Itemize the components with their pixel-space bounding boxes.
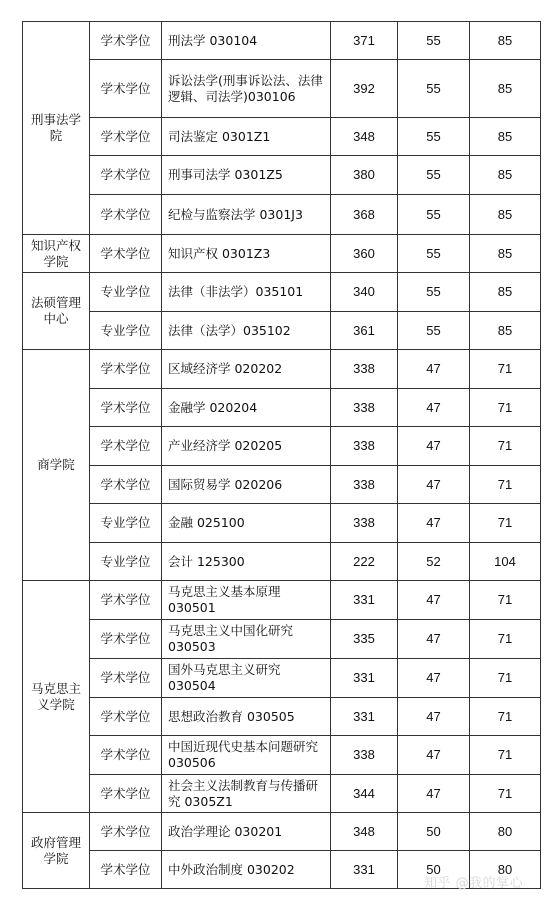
single-subject-score-150: 80: [470, 813, 541, 851]
table-row: [23, 543, 541, 581]
admission-score-table: [22, 21, 541, 889]
table-row: [23, 156, 541, 195]
major-name: 刑事司法学 0301Z5: [162, 156, 331, 195]
major-name: 马克思主义基本原理 030501: [162, 581, 331, 620]
degree-type: 专业学位: [90, 273, 162, 312]
major-name: 社会主义法制教育与传播研究 0305Z1: [162, 775, 331, 813]
table-row: [23, 659, 541, 698]
total-score: 344: [331, 775, 398, 813]
college-name: 刑事法学院: [23, 22, 90, 235]
single-subject-score-100: 47: [398, 620, 470, 659]
major-name: 金融学 020204: [162, 389, 331, 427]
single-subject-score-150: 85: [470, 60, 541, 118]
table-row: [23, 389, 541, 427]
watermark: 知乎 @我的掌心: [424, 876, 524, 891]
total-score: 338: [331, 504, 398, 543]
single-subject-score-150: 71: [470, 698, 541, 736]
single-subject-score-150: 71: [470, 466, 541, 504]
major-name: 知识产权 0301Z3: [162, 235, 331, 273]
total-score: 338: [331, 389, 398, 427]
degree-type: 学术学位: [90, 389, 162, 427]
major-name: 司法鉴定 0301Z1: [162, 118, 331, 156]
table-row: [23, 235, 541, 273]
table-row: [23, 813, 541, 851]
single-subject-score-150: 85: [470, 195, 541, 235]
major-name: 国际贸易学 020206: [162, 466, 331, 504]
major-name: 刑法学 030104: [162, 22, 331, 60]
total-score: 380: [331, 156, 398, 195]
table-row: [23, 22, 541, 60]
total-score: 338: [331, 736, 398, 775]
major-name: 马克思主义中国化研究 030503: [162, 620, 331, 659]
college-name: 马克思主义学院: [23, 581, 90, 813]
table-row: [23, 581, 541, 620]
single-subject-score-100: 47: [398, 775, 470, 813]
major-name: 中国近现代史基本问题研究 030506: [162, 736, 331, 775]
major-name: 区域经济学 020202: [162, 350, 331, 389]
single-subject-score-100: 47: [398, 389, 470, 427]
table-row: [23, 60, 541, 118]
single-subject-score-150: 104: [470, 543, 541, 581]
table-row: [23, 118, 541, 156]
degree-type: 学术学位: [90, 813, 162, 851]
total-score: 360: [331, 235, 398, 273]
single-subject-score-100: 55: [398, 235, 470, 273]
degree-type: 专业学位: [90, 504, 162, 543]
degree-type: 学术学位: [90, 620, 162, 659]
degree-type: 学术学位: [90, 736, 162, 775]
single-subject-score-100: 47: [398, 504, 470, 543]
degree-type: 学术学位: [90, 235, 162, 273]
table-row: [23, 427, 541, 466]
total-score: 335: [331, 620, 398, 659]
single-subject-score-150: 71: [470, 659, 541, 698]
degree-type: 学术学位: [90, 118, 162, 156]
single-subject-score-150: 85: [470, 22, 541, 60]
degree-type: 学术学位: [90, 698, 162, 736]
total-score: 348: [331, 813, 398, 851]
single-subject-score-100: 55: [398, 195, 470, 235]
degree-type: 学术学位: [90, 851, 162, 889]
single-subject-score-100: 47: [398, 350, 470, 389]
degree-type: 学术学位: [90, 581, 162, 620]
major-name: 金融 025100: [162, 504, 331, 543]
single-subject-score-100: 50: [398, 813, 470, 851]
degree-type: 学术学位: [90, 466, 162, 504]
total-score: 340: [331, 273, 398, 312]
major-name: 诉讼法学(刑事诉讼法、法律逻辑、司法学)030106: [162, 60, 331, 118]
total-score: 338: [331, 466, 398, 504]
single-subject-score-150: 80: [470, 851, 541, 889]
degree-type: 学术学位: [90, 195, 162, 235]
total-score: 222: [331, 543, 398, 581]
table-row: [23, 195, 541, 235]
major-name: 国外马克思主义研究 030504: [162, 659, 331, 698]
major-name: 会计 125300: [162, 543, 331, 581]
table-row: [23, 273, 541, 312]
degree-type: 学术学位: [90, 22, 162, 60]
single-subject-score-100: 47: [398, 581, 470, 620]
single-subject-score-100: 55: [398, 156, 470, 195]
table-row: [23, 775, 541, 813]
total-score: 338: [331, 350, 398, 389]
single-subject-score-100: 52: [398, 543, 470, 581]
single-subject-score-100: 50: [398, 851, 470, 889]
table-row: [23, 698, 541, 736]
total-score: 331: [331, 659, 398, 698]
table-row: [23, 736, 541, 775]
college-name: 政府管理学院: [23, 813, 90, 889]
degree-type: 专业学位: [90, 543, 162, 581]
single-subject-score-150: 71: [470, 389, 541, 427]
single-subject-score-150: 71: [470, 581, 541, 620]
major-name: 纪检与监察法学 0301J3: [162, 195, 331, 235]
major-name: 中外政治制度 030202: [162, 851, 331, 889]
single-subject-score-100: 47: [398, 466, 470, 504]
total-score: 331: [331, 851, 398, 889]
degree-type: 学术学位: [90, 156, 162, 195]
degree-type: 学术学位: [90, 775, 162, 813]
table-row: [23, 504, 541, 543]
total-score: 392: [331, 60, 398, 118]
total-score: 348: [331, 118, 398, 156]
single-subject-score-150: 71: [470, 427, 541, 466]
single-subject-score-100: 55: [398, 22, 470, 60]
single-subject-score-100: 47: [398, 736, 470, 775]
total-score: 361: [331, 312, 398, 350]
college-name: 商学院: [23, 350, 90, 581]
college-name: 法硕管理中心: [23, 273, 90, 350]
single-subject-score-150: 71: [470, 775, 541, 813]
single-subject-score-100: 47: [398, 698, 470, 736]
single-subject-score-150: 85: [470, 156, 541, 195]
single-subject-score-100: 55: [398, 118, 470, 156]
single-subject-score-100: 47: [398, 427, 470, 466]
degree-type: 专业学位: [90, 312, 162, 350]
table-row: [23, 312, 541, 350]
total-score: 371: [331, 22, 398, 60]
table-row: [23, 620, 541, 659]
degree-type: 学术学位: [90, 60, 162, 118]
table-row: [23, 350, 541, 389]
single-subject-score-150: 85: [470, 273, 541, 312]
major-name: 法律（法学）035102: [162, 312, 331, 350]
major-name: 法律（非法学）035101: [162, 273, 331, 312]
major-name: 思想政治教育 030505: [162, 698, 331, 736]
college-name: 知识产权学院: [23, 235, 90, 273]
major-name: 政治学理论 030201: [162, 813, 331, 851]
single-subject-score-150: 71: [470, 350, 541, 389]
degree-type: 学术学位: [90, 659, 162, 698]
single-subject-score-150: 85: [470, 312, 541, 350]
single-subject-score-100: 47: [398, 659, 470, 698]
single-subject-score-150: 85: [470, 235, 541, 273]
degree-type: 学术学位: [90, 350, 162, 389]
single-subject-score-100: 55: [398, 273, 470, 312]
total-score: 368: [331, 195, 398, 235]
total-score: 331: [331, 698, 398, 736]
single-subject-score-150: 71: [470, 504, 541, 543]
single-subject-score-150: 85: [470, 118, 541, 156]
single-subject-score-150: 71: [470, 620, 541, 659]
major-name: 产业经济学 020205: [162, 427, 331, 466]
single-subject-score-150: 71: [470, 736, 541, 775]
degree-type: 学术学位: [90, 427, 162, 466]
single-subject-score-100: 55: [398, 312, 470, 350]
total-score: 338: [331, 427, 398, 466]
total-score: 331: [331, 581, 398, 620]
table-row: [23, 466, 541, 504]
single-subject-score-100: 55: [398, 60, 470, 118]
